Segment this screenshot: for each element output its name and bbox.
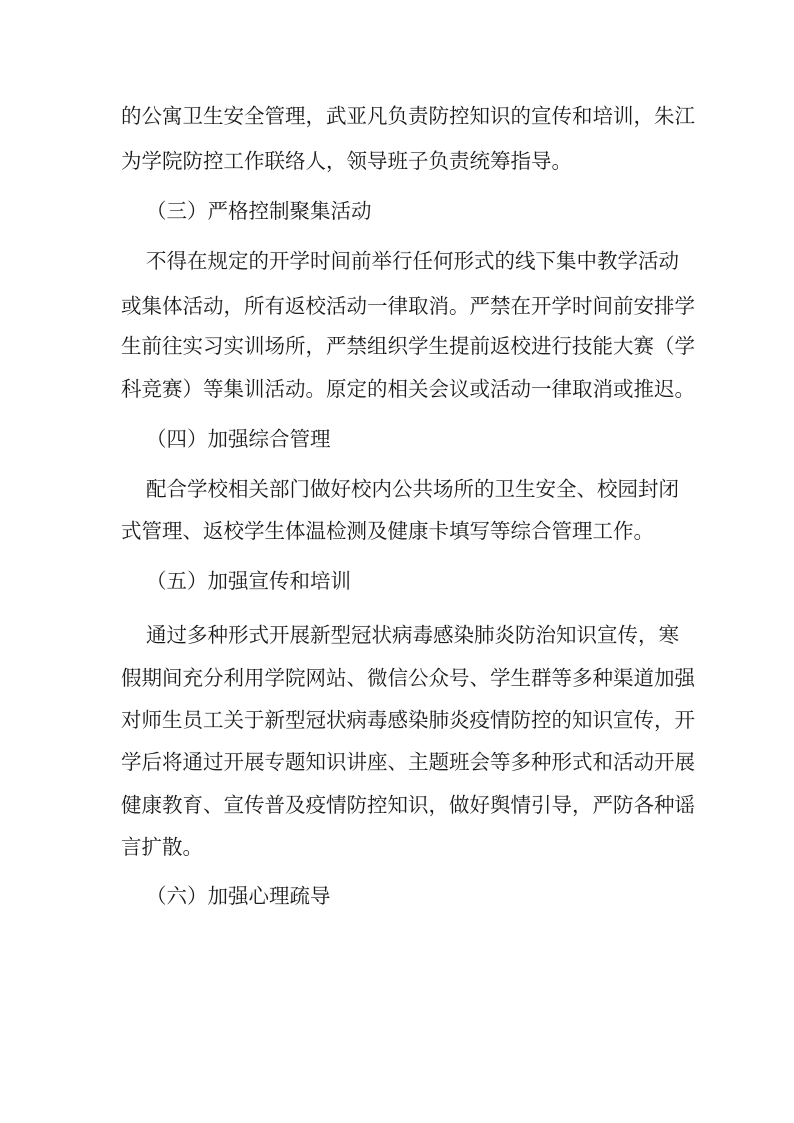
paragraph-line: 的公寓卫生安全管理，武亚凡负责防控知识的宣传和培训，朱江 xyxy=(121,104,695,128)
paragraph-line: 通过多种形式开展新型冠状病毒感染肺炎防治知识宣传，寒 xyxy=(146,623,679,647)
paragraph-line: 科竞赛）等集训活动。原定的相关会议或活动一律取消或推迟。 xyxy=(121,377,695,401)
paragraph-line: 学后将通过开展专题知识讲座、主题班会等多种形式和活动开展 xyxy=(121,750,695,774)
section-heading-4: （四）加强综合管理 xyxy=(146,427,331,451)
paragraph-line: 或集体活动，所有返校活动一律取消。严禁在开学时间前安排学 xyxy=(121,294,695,318)
paragraph-line: 言扩散。 xyxy=(121,835,203,859)
paragraph-line: 假期间充分利用学院网站、微信公众号、学生群等多种渠道加强 xyxy=(121,666,695,690)
paragraph-line: 健康教育、宣传普及疫情防控知识，做好舆情引导，严防各种谣 xyxy=(121,793,695,817)
section-heading-3: （三）严格控制聚集活动 xyxy=(146,199,372,223)
paragraph-line: 配合学校相关部门做好校内公共场所的卫生安全、校园封闭 xyxy=(146,477,679,501)
paragraph-line: 对师生员工关于新型冠状病毒感染肺炎疫情防控的知识宣传，开 xyxy=(121,708,695,732)
paragraph-line: 不得在规定的开学时间前举行任何形式的线下集中教学活动 xyxy=(146,249,679,273)
section-heading-6: （六）加强心理疏导 xyxy=(146,884,331,908)
paragraph-line: 生前往实习实训场所，严禁组织学生提前返校进行技能大赛（学 xyxy=(121,334,695,358)
paragraph-line: 为学院防控工作联络人，领导班子负责统筹指导。 xyxy=(121,149,572,173)
section-heading-5: （五）加强宣传和培训 xyxy=(146,569,351,593)
paragraph-line: 式管理、返校学生体温检测及健康卡填写等综合管理工作。 xyxy=(121,519,654,543)
